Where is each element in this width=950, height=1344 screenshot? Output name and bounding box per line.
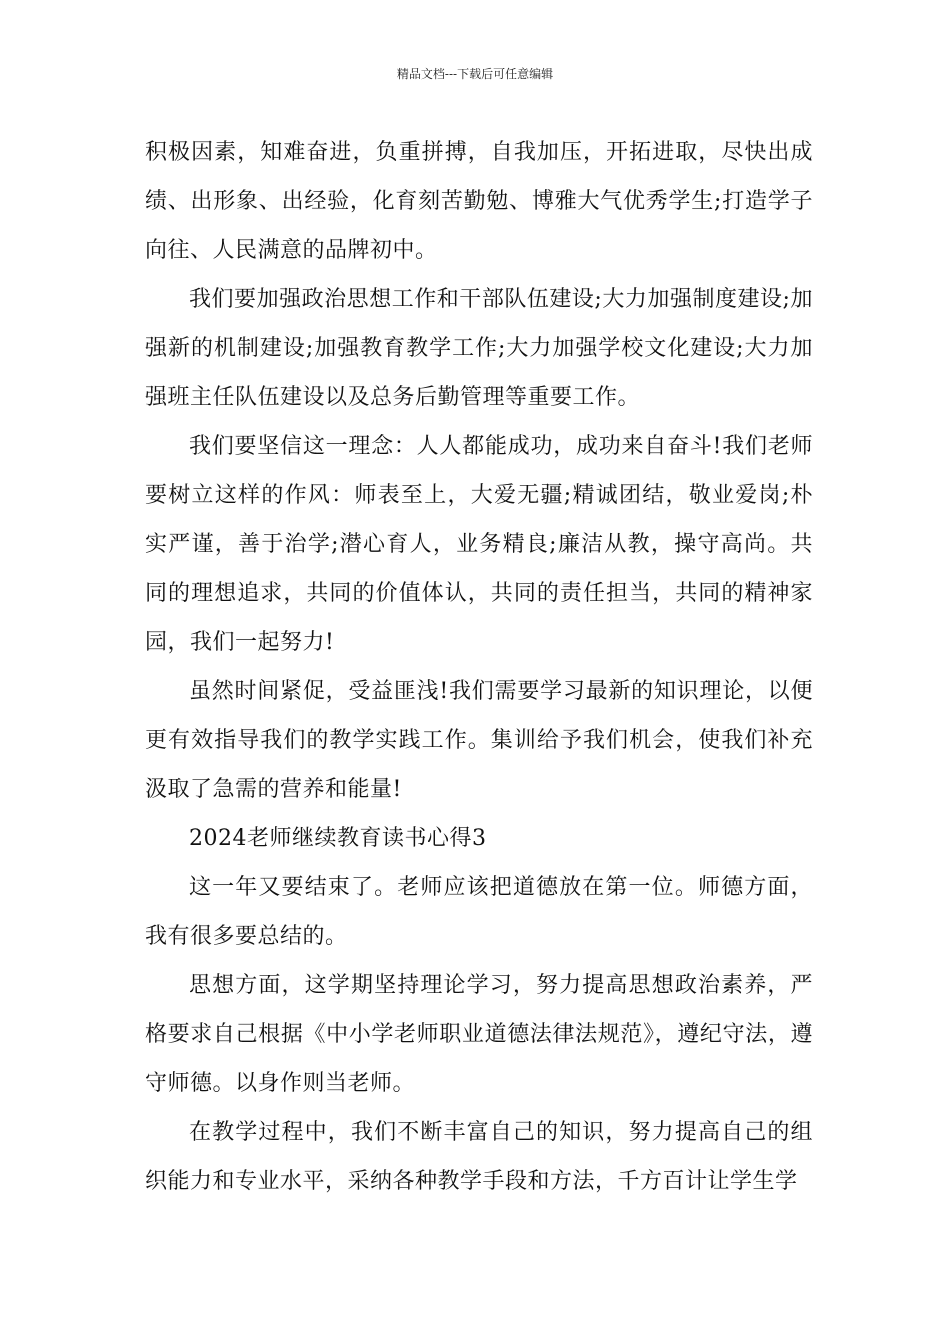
paragraph-continuation: 积极因素，知难奋进，负重拼搏，自我加压，开拓进取，尽快出成绩、出形象、出经验，化育刻苦勤勉、博雅大气优秀学生;打造学子向往、人民满意的品牌初中。: [145, 140, 813, 263]
paragraph-construction: 我们要加强政治思想工作和干部队伍建设;大力加强制度建设;加强新的机制建设;加强教育教学工作;大力加强学校文化建设;大力加强班主任队伍建设以及总务后勤管理等重要工作。: [145, 287, 813, 410]
paragraph-benefit: 虽然时间紧促，受益匪浅!我们需要学习最新的知识理论，以便更有效指导我们的教学实践工作。集训给予我们机会，使我们补充汲取了急需的营养和能量!: [145, 679, 813, 802]
paragraph-year-end: 这一年又要结束了。老师应该把道德放在第一位。师德方面，我有很多要总结的。: [145, 875, 813, 949]
page-header: 精品文档---下载后可任意编辑: [396, 67, 554, 81]
section-heading: 2024老师继续教育读书心得3: [189, 826, 487, 851]
paragraph-ideology: 思想方面，这学期坚持理论学习，努力提高思想政治素养，严格要求自己根据《中小学老师职业道德法律法规范》，遵纪守法，遵守师德。以身作则当老师。: [145, 973, 813, 1096]
paragraph-teaching: 在教学过程中，我们不断丰富自己的知识，努力提高自己的组织能力和专业水平，采纳各种教学手段和方法，千方百计让学生学: [145, 1120, 813, 1194]
document-body: [145, 128, 813, 1206]
paragraph-belief: 我们要坚信这一理念：人人都能成功，成功来自奋斗!我们老师要树立这样的作风：师表至上，大爱无疆;精诚团结，敬业爱岗;朴实严谨，善于治学;潜心育人，业务精良;廉洁从教，操守高尚。共同的理想追求，共同的价值体认，共同的责任担当，共同的精神家园，我们一起努力!: [145, 434, 813, 655]
